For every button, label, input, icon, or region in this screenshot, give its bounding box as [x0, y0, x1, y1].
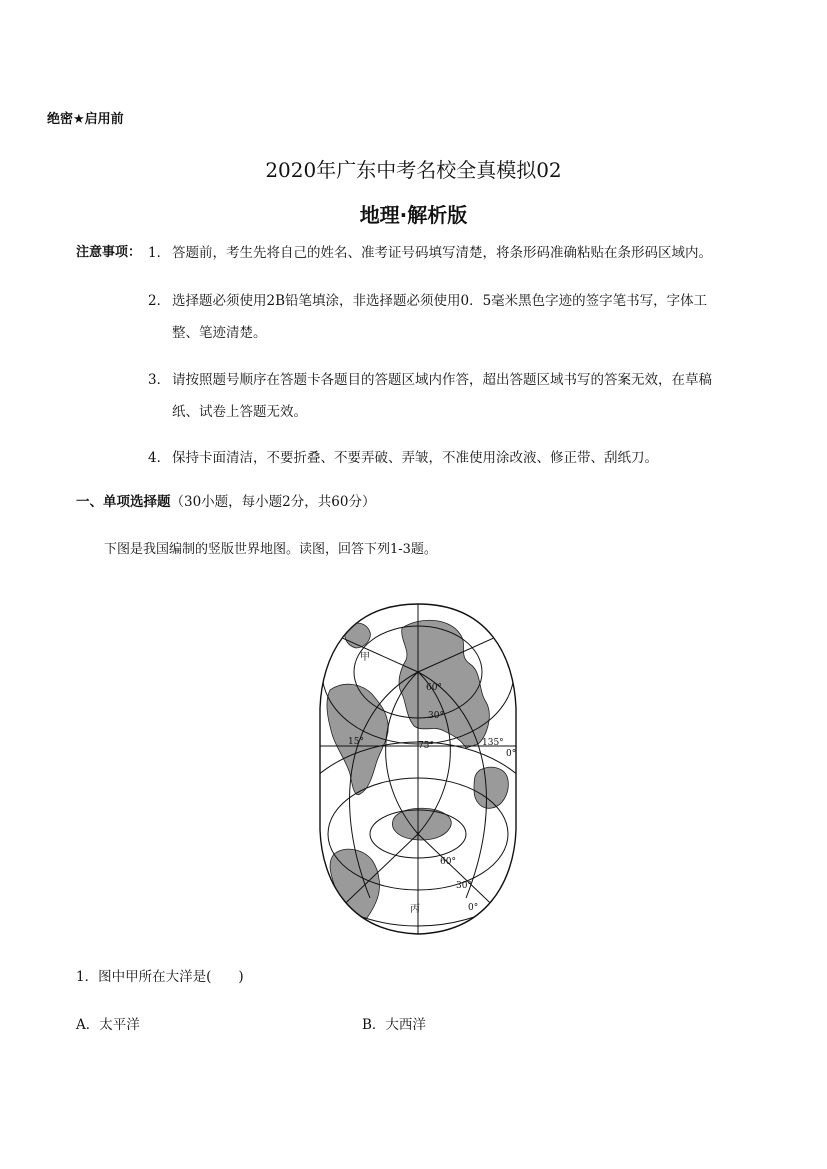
note-2-number: 2． — [148, 293, 171, 309]
note-4-number: 4． — [148, 450, 171, 466]
landmass-eurasia — [399, 620, 489, 748]
map-label-lat30s: 30° — [456, 881, 472, 891]
secret-label: 绝密★启用前 — [47, 112, 124, 127]
note-3-number: 3． — [148, 372, 171, 388]
note-4-line-1: 保持卡面清洁，不要折叠、不要弄破、弄皱，不准使用涂改液、修正带、刮纸刀。 — [172, 450, 658, 466]
landmass-australia — [474, 767, 508, 808]
note-3-line-2: 纸、试卷上答题无效。 — [172, 404, 307, 420]
note-1-number: 1． — [148, 245, 171, 261]
map-label-lat0s: 0° — [468, 903, 479, 913]
map-label-lat60n: 60° — [426, 683, 442, 693]
question-1-option-b: B．大西洋 — [362, 1017, 426, 1033]
map-label-lon0: 0° — [506, 749, 517, 759]
exam-title: 2020年广东中考名校全真模拟02 — [265, 158, 562, 182]
note-2-line-1: 选择题必须使用2B铅笔填涂，非选择题必须使用0．5毫米黑色字迹的签字笔书写，字体工 — [172, 293, 708, 309]
notes-label: 注意事项： — [76, 245, 142, 260]
map-label-bing: 丙 — [410, 904, 420, 915]
map-label-lat30n: 30° — [428, 711, 444, 721]
exam-subtitle: 地理·解析版 — [359, 203, 468, 227]
map-label-lon75: 75° — [418, 741, 434, 751]
map-label-lat60s: 60° — [440, 857, 456, 867]
map-label-jia: 甲 — [360, 652, 370, 663]
note-1-line-1: 答题前，考生先将自己的姓名、准考证号码填写清楚，将条形码准确粘贴在条形码区域内。 — [172, 245, 712, 261]
map-label-lon15: 15° — [348, 737, 364, 747]
note-2-line-2: 整、笔迹清楚。 — [172, 325, 267, 341]
map-label-lon135: 135° — [482, 738, 504, 748]
note-3-line-1: 请按照题号顺序在答题卡各题目的答题区域内作答，超出答题区域书写的答案无效，在草稿 — [172, 372, 712, 388]
question-intro: 下图是我国编制的竖版世界地图。读图，回答下列1-3题。 — [104, 542, 437, 557]
section-detail: （30小题，每小题2分，共60分） — [170, 494, 376, 510]
section-title: 一、单项选择题 — [76, 494, 171, 510]
section-heading — [76, 490, 375, 510]
question-1-stem: 1．图中甲所在大洋是( ) — [76, 969, 244, 985]
question-1-option-a: A．太平洋 — [76, 1017, 140, 1033]
world-map — [310, 598, 526, 938]
